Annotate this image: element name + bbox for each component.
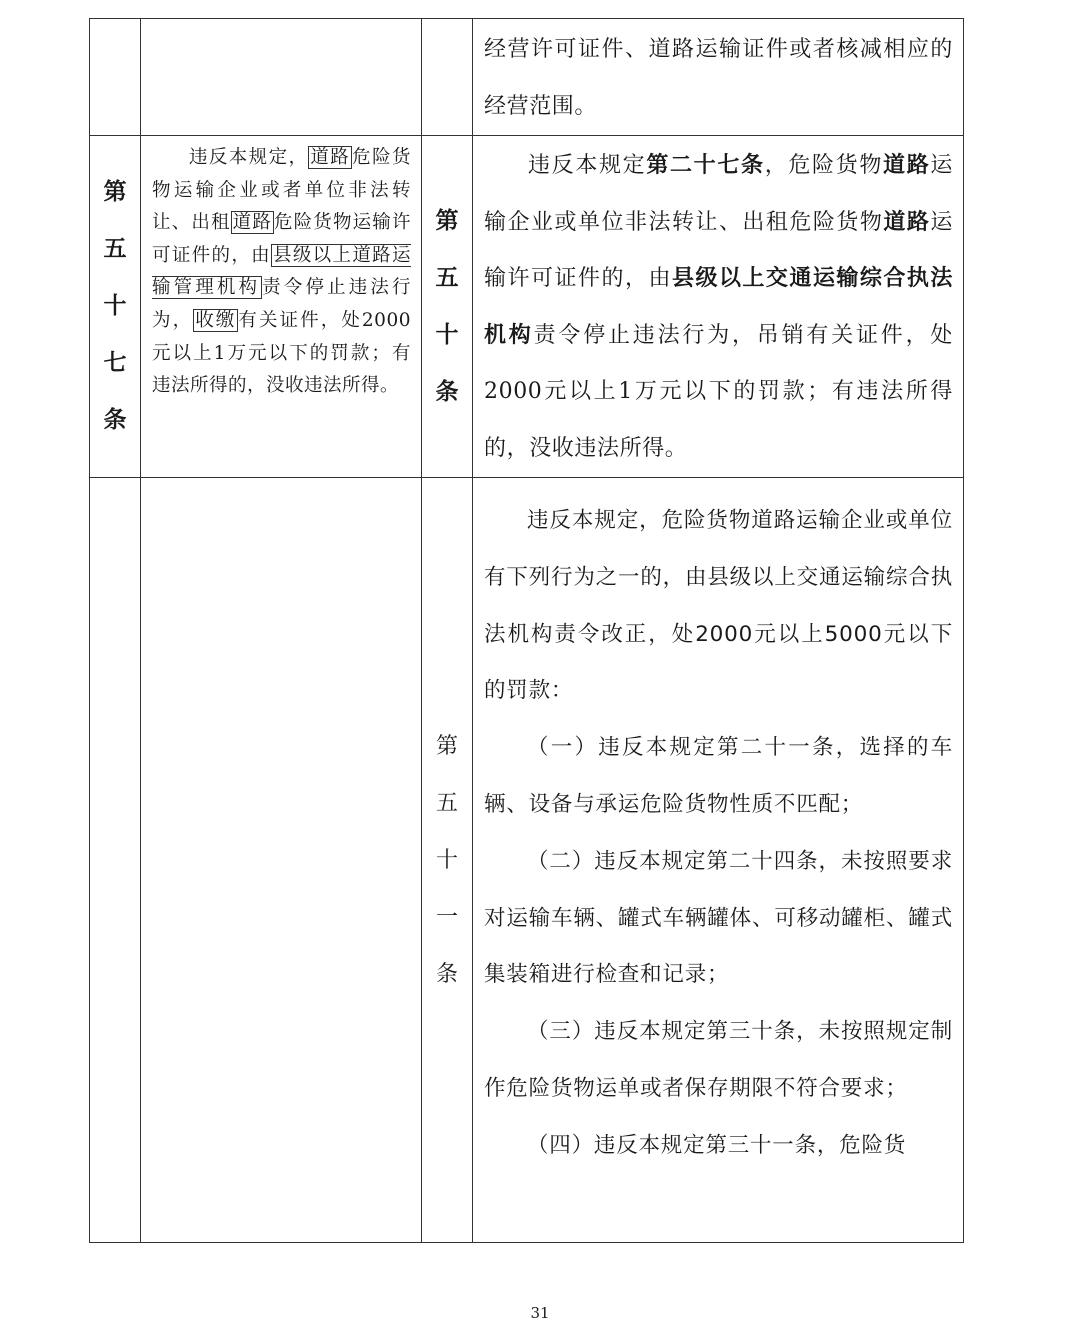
old-article-cell [90, 478, 141, 1243]
new-text: 经营许可证件、道路运输证件或者核减相应的经营范围。 [484, 37, 953, 119]
old-article-cell [90, 136, 141, 478]
new-text-cell [473, 478, 964, 1243]
new-text: 违反本规定第二十七条，危险货物道路运输企业或单位非法转让、出租危险货物道路运输许可证件的，由县级以上交通运输综合执法机构责令停止违法行为，吊销有关证件，处2000元以上1万元以下的罚款；有违法所得的，没收违法所得。 [484, 153, 954, 461]
deleted-term-box: 县级以上道路运输管理机构 [152, 244, 411, 299]
old-text: 违反本规定， 道路 危险货物运输企业或者单位非法转让、出租 道路 危险货物运输许可证件的，由 县级以上道路运输管理机构 责令停止违法行为， 收缴 有关证件，处2000元以上1万元以下的罚款；有违法所得的，没收违法所得。 [152, 147, 411, 397]
page-number: 31 [530, 1304, 550, 1322]
old-text-cell [141, 136, 422, 478]
intro-paragraph: 违反本规定，危险货物道路运输企业或单位有下列行为之一的，由县级以上交通运输综合执法机构责令改正，处2000元以上5000元以下的罚款： [484, 508, 953, 704]
added-term: 道路 [883, 209, 931, 235]
old-article-label: 第 五 十 七 条 [103, 179, 127, 433]
added-term: 道路 [883, 153, 931, 178]
added-term: 县级以上交通运输综合执法机构 [484, 266, 953, 348]
table-row [90, 19, 964, 136]
comparison-table [89, 18, 964, 1243]
new-text-cell [473, 136, 964, 478]
added-term: 第二十七条 [646, 153, 765, 178]
deleted-term-box: 道路 [232, 212, 272, 234]
new-text [473, 478, 963, 1175]
deleted-term-box: 收缴 [195, 309, 237, 331]
table-row [90, 136, 964, 478]
deleted-term-box: 道路 [310, 147, 351, 168]
new-article-label: 第 五 十 一 条 [435, 733, 458, 987]
list-item: （一）违反本规定第二十一条，选择的车辆、设备与承运危险货物性质不匹配； [484, 735, 953, 817]
old-text-cell [141, 19, 422, 136]
new-article-cell [422, 19, 473, 136]
list-item: （二）违反本规定第二十四条，未按照要求对运输车辆、罐式车辆罐体、可移动罐柜、罐式集装箱进行检查和记录； [484, 848, 953, 988]
new-text-cell [473, 19, 964, 136]
old-article-cell [90, 19, 141, 136]
table-row [90, 478, 964, 1243]
new-article-cell [422, 478, 473, 1243]
new-article-cell [422, 136, 473, 478]
old-text-cell [141, 478, 422, 1243]
new-article-label: 第 五 十 条 [435, 207, 459, 405]
list-item: （三）违反本规定第三十条，未按照规定制作危险货物运单或者保存期限不符合要求； [484, 1019, 953, 1101]
list-item: （四）违反本规定第三十一条，危险货 [527, 1132, 907, 1158]
